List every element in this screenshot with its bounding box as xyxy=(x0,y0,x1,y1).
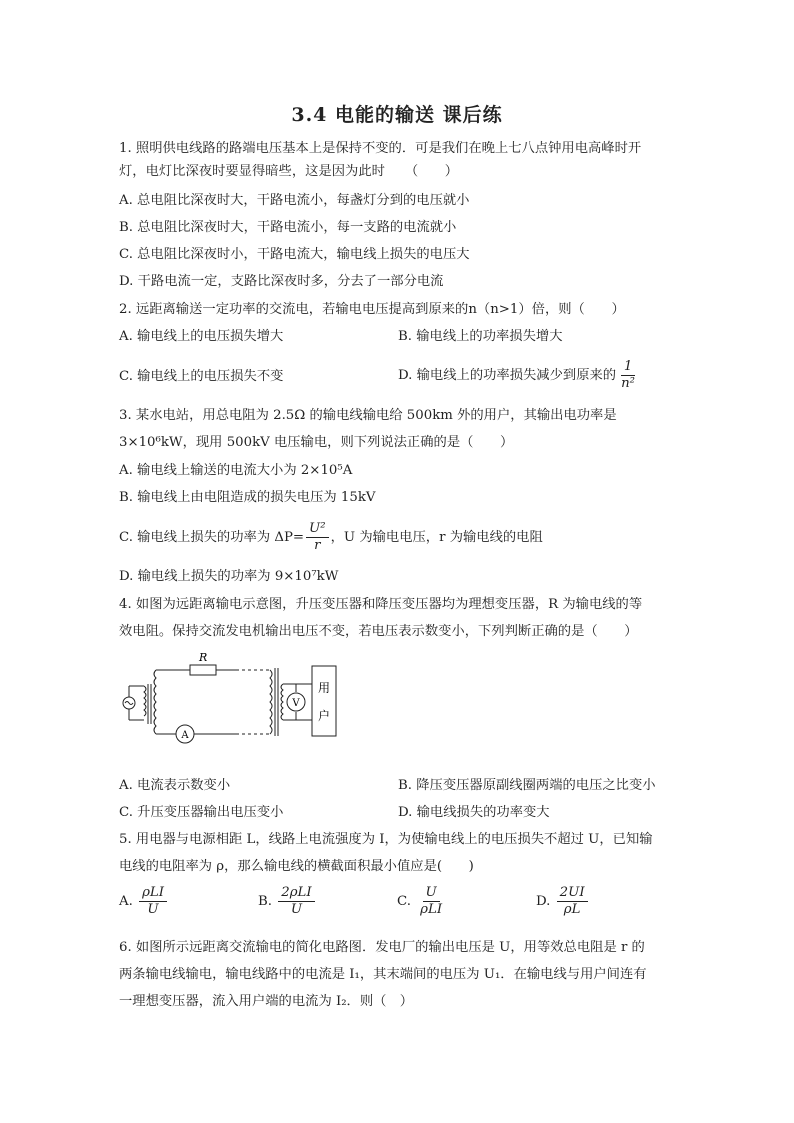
q6-stem-line1: 6. 如图所示远距离交流输电的简化电路图．发电厂的输出电压是 U，用等效总电阻是 r 的 xyxy=(119,940,645,955)
q1-stem-line1: 1. 照明供电线路的路端电压基本上是保持不变的．可是我们在晚上七八点钟用电高峰时开 xyxy=(119,141,642,156)
q1-stem-line2: 灯，电灯比深夜时要显得暗些，这是因为此时 （ ） xyxy=(119,164,459,179)
step-up-primary-coil xyxy=(144,686,146,716)
resistor-label: R xyxy=(199,651,208,664)
q2-option-b: B. 输电线上的功率损失增大 xyxy=(398,329,563,344)
fraction-denominator: ρL xyxy=(563,902,581,917)
q1-option-d: D. 干路电流一定，支路比深夜时多，分去了一部分电流 xyxy=(119,274,444,289)
q3-option-c-suffix: ，U 为输电电压，r 为输电线的电阻 xyxy=(330,530,543,545)
user-load-box xyxy=(312,666,336,736)
q5-option-d xyxy=(536,885,590,918)
fraction-numerator: 2UI xyxy=(557,885,588,902)
q3-option-c-prefix: C. 输电线上损失的功率为 ΔP= xyxy=(119,530,305,545)
step-down-secondary-coil xyxy=(281,684,283,720)
q5-option-a xyxy=(119,885,169,918)
fraction-numerator: U² xyxy=(306,521,329,538)
q3-stem-line1: 3. 某水电站，用总电阻为 2.5Ω 的输电线输电给 500km 外的用户，其输出电功率是 xyxy=(119,408,617,423)
user-label-1: 用 xyxy=(317,681,331,695)
fraction-denominator: r xyxy=(314,538,321,553)
user-label-2: 户 xyxy=(317,709,331,723)
option-label: C. xyxy=(397,894,411,909)
q5-option-c-fraction xyxy=(417,885,445,918)
q2-option-c: C. 输电线上的电压损失不变 xyxy=(119,369,284,384)
q4-option-d: D. 输电线损失的功率变大 xyxy=(398,805,550,820)
q3-option-a: A. 输电线上输送的电流大小为 2×10⁵A xyxy=(119,463,353,478)
option-label: D. xyxy=(536,894,551,909)
step-up-secondary-coil xyxy=(154,670,156,734)
q5-option-a-fraction xyxy=(139,885,167,918)
q3-option-d: D. 输电线上损失的功率为 9×10⁷kW xyxy=(119,569,339,584)
fraction-numerator: ρLI xyxy=(139,885,167,902)
option-label: A. xyxy=(119,894,133,909)
q5-option-d-fraction xyxy=(557,885,588,918)
q1-option-a: A. 总电阻比深夜时大，干路电流小，每盏灯分到的电压就小 xyxy=(119,193,470,208)
q4-stem-line2: 效电阻。保持交流发电机输出电压不变，若电压表示数变小，下列判断正确的是（ ） xyxy=(119,624,638,639)
step-down-primary-coil xyxy=(270,670,272,734)
ammeter-label: A xyxy=(181,730,189,741)
q5-option-b-fraction xyxy=(278,885,314,918)
q5-stem-line2: 电线的电阻率为 ρ，那么输电线的横截面积最小值应是( ) xyxy=(119,859,474,874)
voltmeter-label: V xyxy=(292,698,300,709)
q6-stem-line3: 一理想变压器，流入用户端的电流为 I₂．则（ ） xyxy=(119,994,414,1009)
q4-option-a: A. 电流表示数变小 xyxy=(119,778,231,793)
q2-option-d-fraction xyxy=(618,359,638,392)
fraction-denominator: U xyxy=(147,902,159,917)
q5-option-b xyxy=(258,885,317,918)
q3-stem-line2: 3×10⁶kW，现用 500kV 电压输电，则下列说法正确的是（ ） xyxy=(119,435,514,450)
q4-option-b: B. 降压变压器原副线圈两端的电压之比变小 xyxy=(398,778,656,793)
fraction-numerator: U xyxy=(423,885,440,902)
q2-stem: 2. 远距离输送一定功率的交流电，若输电电压提高到原来的n（n>1）倍，则（ ） xyxy=(119,302,625,317)
q2-option-a: A. 输电线上的电压损失增大 xyxy=(119,329,284,344)
option-label: B. xyxy=(258,894,272,909)
q4-stem-line1: 4. 如图为远距离输电示意图，升压变压器和降压变压器均为理想变压器，R 为输电线的等 xyxy=(119,597,643,612)
page-title: 3.4 电能的输送 课后练 xyxy=(291,104,503,126)
fraction-numerator: 1 xyxy=(621,359,635,376)
fraction-denominator: n² xyxy=(621,376,635,391)
q5-option-c xyxy=(397,885,447,918)
q3-option-c-fraction xyxy=(306,521,329,554)
resistor-r xyxy=(190,665,216,675)
fraction-numerator: 2ρLI xyxy=(278,885,314,902)
q2-option-d-text: D. 输电线上的功率损失减少到原来的 xyxy=(398,368,617,383)
q1-option-c: C. 总电阻比深夜时小，干路电流大，输电线上损失的电压大 xyxy=(119,247,470,262)
q3-option-b: B. 输电线上由电阻造成的损失电压为 15kV xyxy=(119,490,376,505)
q1-option-b: B. 总电阻比深夜时大，干路电流小，每一支路的电流就小 xyxy=(119,220,457,235)
q5-stem-line1: 5. 用电器与电源相距 L，线路上电流强度为 I，为使输电线上的电压损失不超过 U，已知输 xyxy=(119,832,653,847)
fraction-denominator: ρLI xyxy=(420,902,443,917)
q4-option-c: C. 升压变压器输出电压变小 xyxy=(119,805,284,820)
q6-stem-line2: 两条输电线输电，输电线路中的电流是 I₁，其末端间的电压为 U₁．在输电线与用户间连有 xyxy=(119,967,647,982)
transmission-circuit-diagram xyxy=(118,648,343,744)
q2-option-d xyxy=(398,356,640,396)
q3-option-c xyxy=(119,518,543,558)
fraction-denominator: U xyxy=(290,902,303,917)
